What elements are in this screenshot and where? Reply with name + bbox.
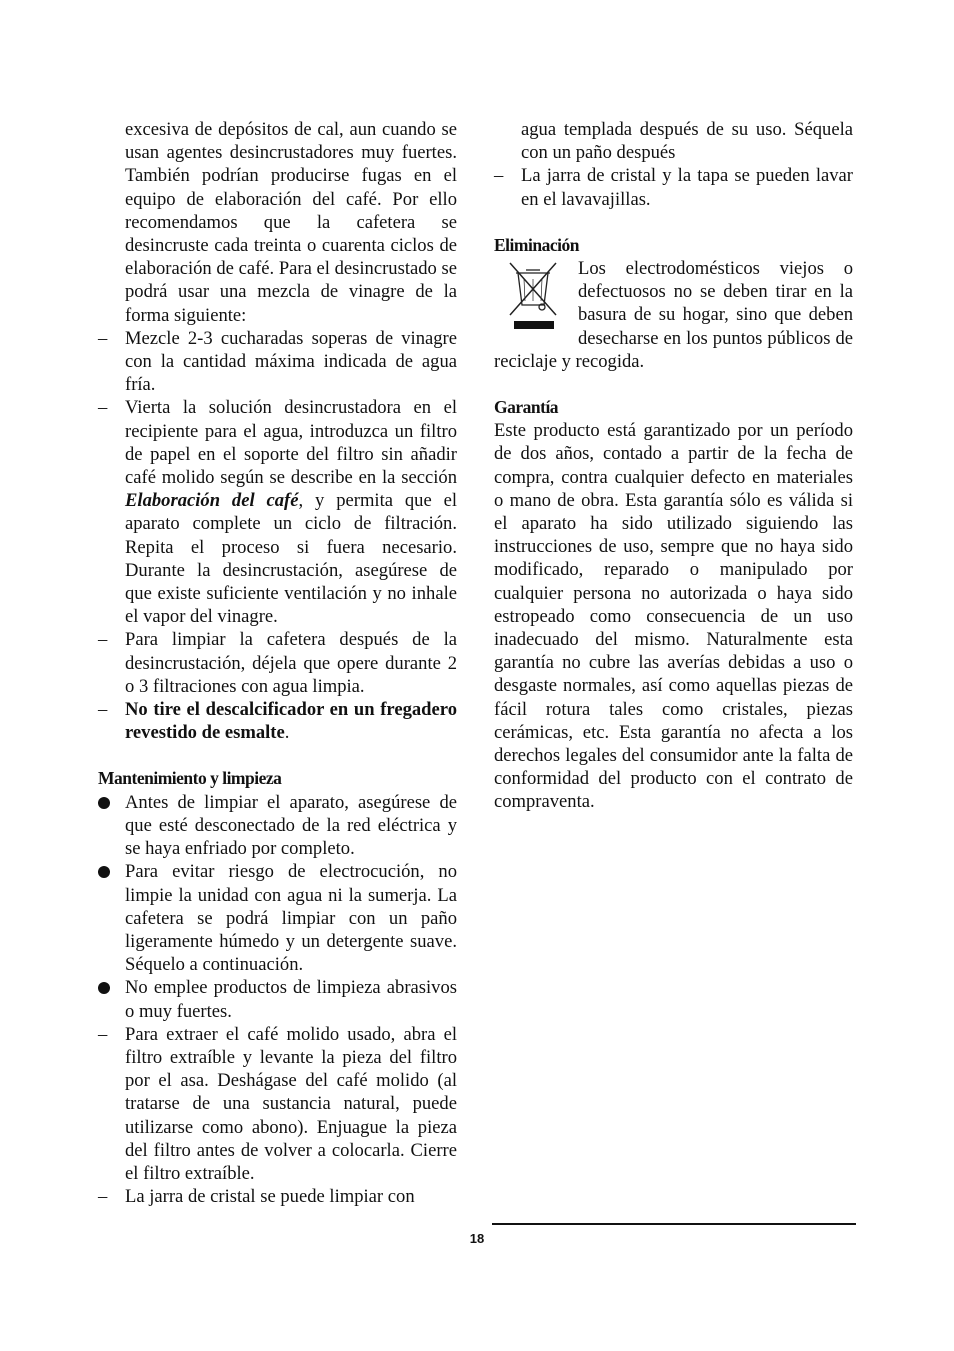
list-item bbox=[98, 396, 457, 628]
maintenance-step-3: No emplee productos de limpieza abrasivos o muy fuertes. bbox=[125, 977, 457, 1022]
right-column bbox=[494, 118, 853, 814]
maintenance-continued: agua templada después de su uso. Séquela con un paño después bbox=[521, 119, 853, 164]
bullet-icon bbox=[98, 791, 118, 815]
descale-step-1: Mezcle 2-3 cucharadas soperas de vinagre con la cantidad máxima indicada de agua fría. bbox=[125, 327, 457, 396]
list-item bbox=[98, 791, 457, 861]
disposal-block bbox=[494, 257, 853, 373]
descale-step-3: Para limpiar la cafetera después de la desincrustación, déjela que opere durante 2 o 3 filtraciones con agua limpia. bbox=[125, 629, 457, 697]
list-item bbox=[98, 1023, 457, 1185]
warranty-text: Este producto está garantizado por un período de dos años, contado a partir de la fecha de compra, contra cualquier defecto en materiales o mano de obra. Esta garantía sólo es válida si el aparato ha sido utilizado siguiendo las instrucciones de uso, sempre que no haya sido modificado, reparado o manipulado por cualquier persona no autorizada o haya sido estropeado como consecuencia de un uso inadecuado del mismo. Naturalmente esta garantía no cubre las averías debidas a uso o desgaste normales, así como aquellas piezas de fácil rotura tales como cristales, piezas cerámicas, etc. Esta garantía no afecta a los derechos legales del consumidor ante la falta de conformidad del producto con el contrato de compraventa. bbox=[494, 420, 853, 813]
list-item bbox=[98, 628, 457, 698]
maintenance-heading: Mantenimiento y limpieza bbox=[98, 768, 282, 789]
list-item bbox=[98, 1185, 457, 1208]
disposal-heading: Eliminación bbox=[494, 234, 579, 255]
maintenance-step-2: Para evitar riesgo de electrocución, no limpie la unidad con agua ni la sumerja. La cafetera se podrá limpiar con un paño ligeramente húmedo y un detergente suave. Séquelo a continuación. bbox=[125, 861, 457, 976]
dishwasher-note: La jarra de cristal y la tapa se pueden lavar en el lavavajillas. bbox=[521, 165, 853, 210]
list-item bbox=[98, 976, 457, 1022]
dash-marker: – bbox=[494, 165, 504, 187]
list-item bbox=[98, 327, 457, 397]
section-reference: Elaboración del café bbox=[125, 490, 299, 512]
warranty-heading: Garantía bbox=[494, 397, 559, 418]
maintenance-step-5: La jarra de cristal se puede limpiar con bbox=[125, 1186, 415, 1208]
enamel-sink-warning: No tire el descalcificador en un fregadero revestido de esmalte bbox=[125, 699, 457, 744]
dash-marker: – bbox=[98, 397, 108, 419]
list-item bbox=[494, 164, 853, 210]
maintenance-step-4: Para extraer el café molido usado, abra el filtro extraíble y levante la pieza del filtro por el asa. Deshágase del café molido (al tratarse de una sustancia natural, puede utilizarse como abono). Enjuague la pieza del filtro antes de volver a colocarla. Cierre el filtro extraíble. bbox=[125, 1023, 457, 1184]
dash-marker: – bbox=[98, 1186, 108, 1208]
left-column bbox=[98, 118, 457, 1208]
bullet-icon bbox=[98, 860, 118, 884]
crossed-out-wheelie-bin-icon bbox=[502, 259, 564, 333]
descaling-intro: excesiva de depósitos de cal, aun cuando se usan agentes desincrustadores muy fuertes. También podrían producirse fugas en el equipo de elaboración del café. Por ello recomendamos que la cafetera se desincruste cada treinta o cuarenta ciclos de elaboración de café. Para el desincrustado se podrá usar una mezcla de vinagre de la forma siguiente: bbox=[125, 119, 457, 326]
dash-marker: – bbox=[98, 699, 108, 721]
disposal-text: Los electrodomésticos viejos o defectuosos no se deben tirar en la basura de su hogar, sino que deben desecharse en los puntos públicos de reciclaje y recogida. bbox=[494, 258, 853, 372]
dash-marker: – bbox=[98, 1023, 108, 1045]
footer-rule bbox=[492, 1223, 856, 1225]
dash-marker: – bbox=[98, 327, 108, 349]
bullet-icon bbox=[98, 976, 118, 1000]
maintenance-step-1: Antes de limpiar el aparato, asegúrese de que esté desconectado de la red eléctrica y se haya enfriado por completo. bbox=[125, 791, 457, 860]
list-item bbox=[98, 860, 457, 976]
page-number: 18 bbox=[469, 1231, 485, 1246]
dash-marker: – bbox=[98, 629, 108, 651]
descale-step-2-post: , y permita que el aparato complete un ciclo de filtración. Repita el proceso si fuera necesario. Durante la desincrustación, asegúrese de que existe suficiente ventilación y no inhale el vapor del vinagre. bbox=[125, 490, 458, 628]
descale-step-2-pre: Vierta la solución desincrustadora en el recipiente para el agua, introduzca un filtro de papel en el soporte del filtro sin añadir café molido según se describe en la sección bbox=[125, 397, 457, 489]
list-item bbox=[98, 698, 457, 744]
warning-period: . bbox=[284, 722, 290, 744]
